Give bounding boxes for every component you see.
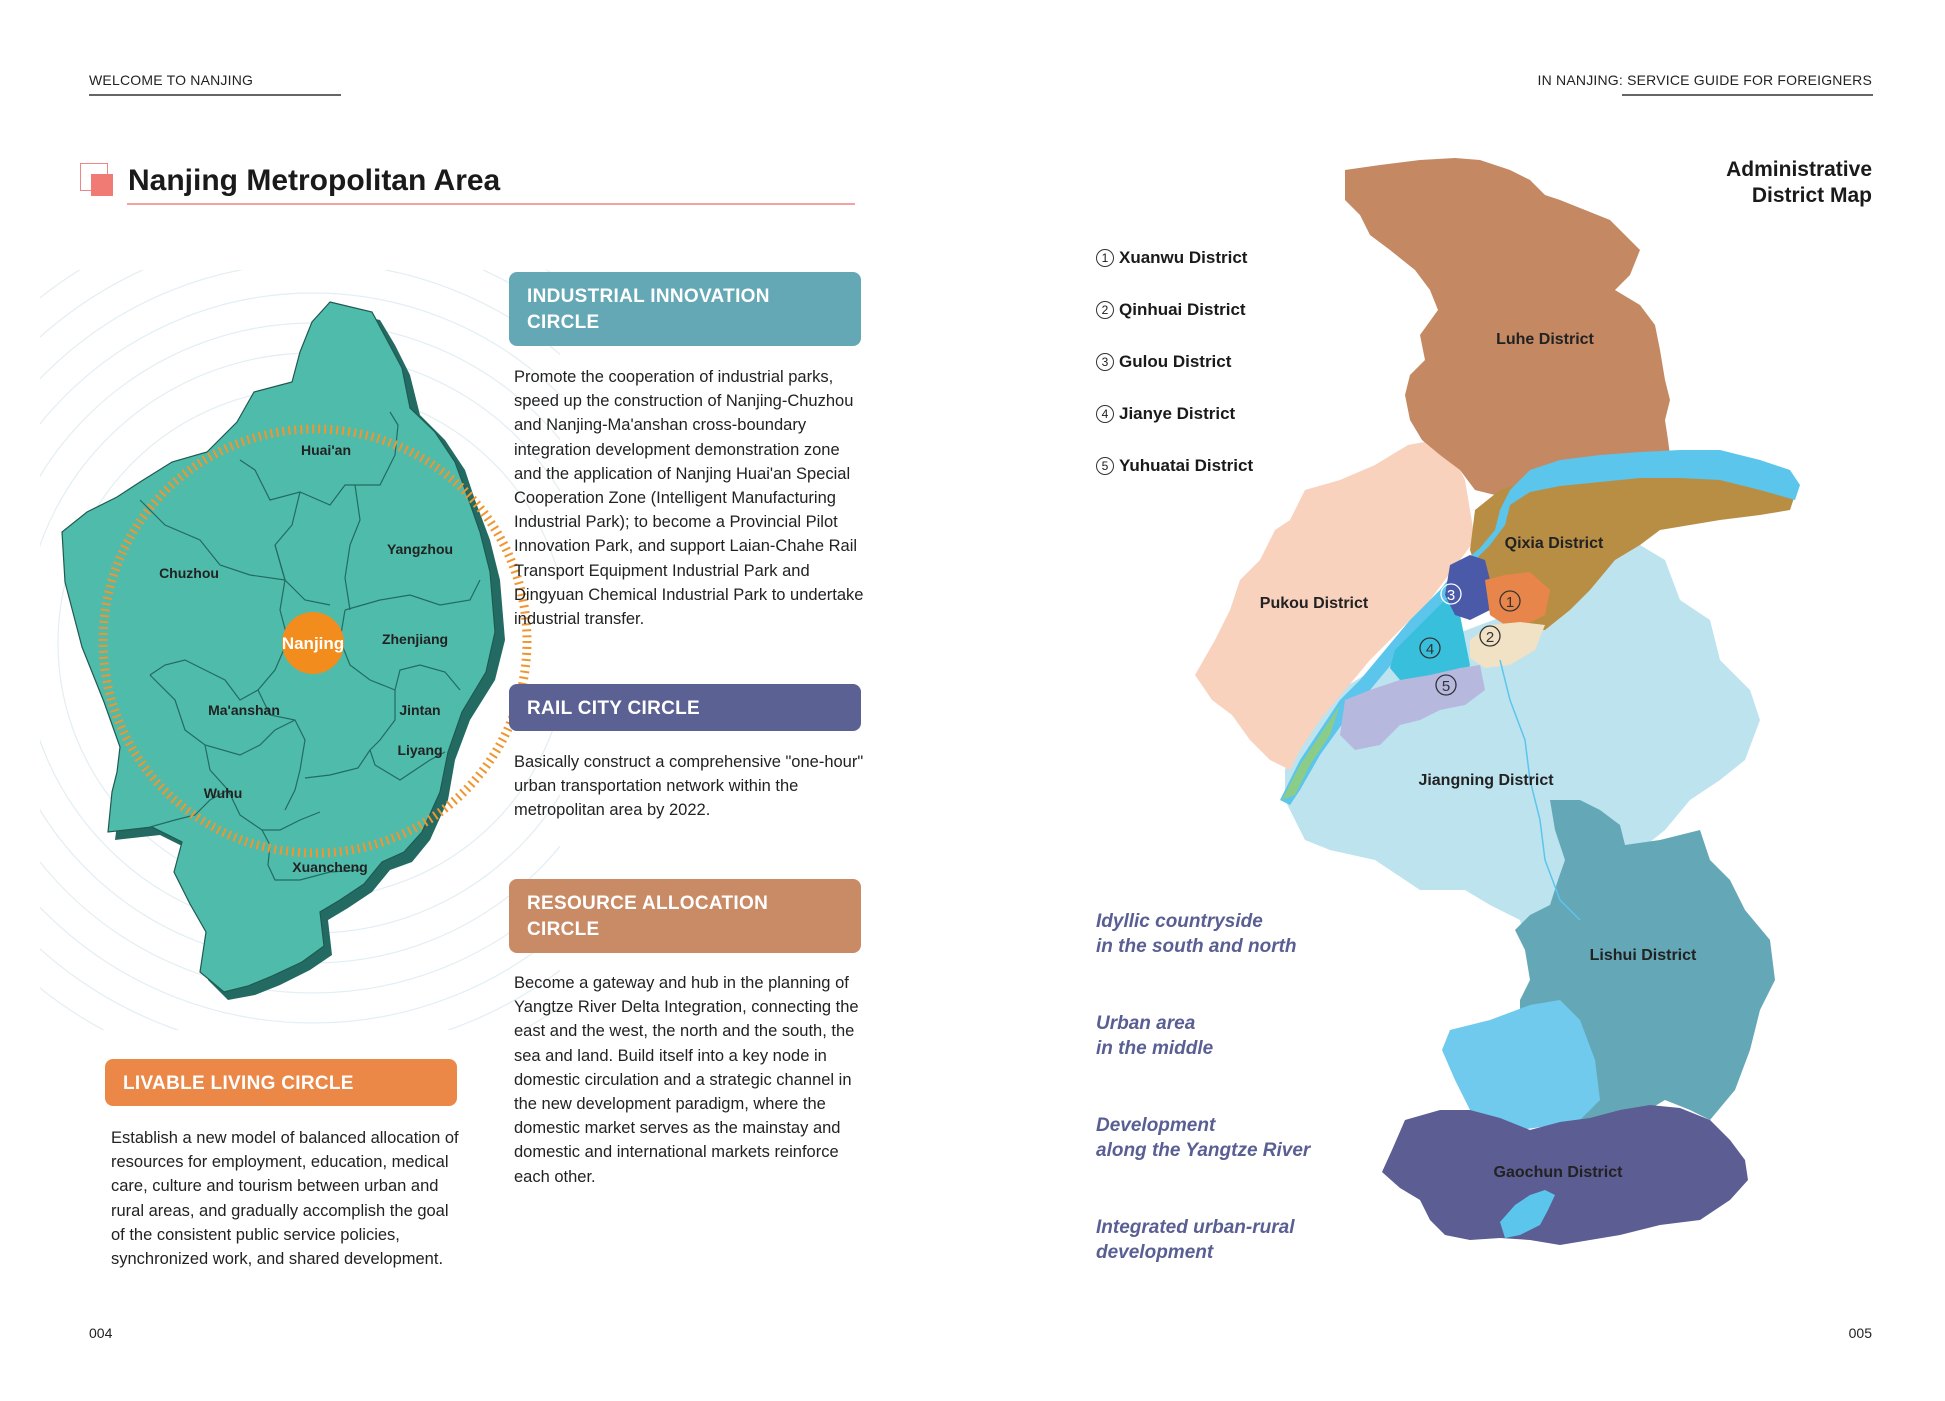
resource-circle-pill bbox=[509, 879, 861, 953]
district-map-title-line2: District Map bbox=[1751, 184, 1872, 207]
livable-circle-text: Establish a new model of balanced allocation of resources for employment, education, medical care, culture and tourism between urban and rural areas, and gradually accomplish the goal of the consistent public service policies, synchronized work, and shared development. bbox=[111, 1129, 459, 1269]
metro-region bbox=[62, 302, 495, 992]
district-label-jiangning: Jiangning District bbox=[1418, 772, 1554, 789]
theme-3 bbox=[1096, 1113, 1310, 1163]
header-right-rule bbox=[1622, 94, 1873, 96]
theme-1 bbox=[1096, 909, 1297, 959]
city-label-xuancheng: Xuancheng bbox=[292, 859, 368, 875]
legend-num: 4 bbox=[1096, 405, 1114, 423]
district-map-title-line1: Administrative bbox=[1726, 158, 1872, 181]
district-label-lishui: Lishui District bbox=[1589, 947, 1697, 964]
page-number-right: 005 bbox=[1848, 1325, 1872, 1341]
header-left: WELCOME TO NANJING bbox=[89, 72, 254, 88]
theme-2-line1: Urban area bbox=[1096, 1013, 1196, 1034]
resource-circle-title: RESOURCE ALLOCATION CIRCLE bbox=[527, 893, 769, 940]
title-rule bbox=[127, 203, 855, 205]
theme-2-line2: in the middle bbox=[1096, 1038, 1214, 1059]
legend-label: Yuhuatai District bbox=[1119, 456, 1254, 475]
livable-circle-title: LIVABLE LIVING CIRCLE bbox=[123, 1073, 354, 1094]
district-label-qixia: Qixia District bbox=[1504, 535, 1604, 552]
legend-label: Jianye District bbox=[1119, 404, 1236, 423]
legend-label: Qinhuai District bbox=[1119, 300, 1246, 319]
city-label-wuhu: Wuhu bbox=[203, 785, 243, 801]
legend-num: 3 bbox=[1096, 353, 1114, 371]
marker-3-label: 3 bbox=[1446, 587, 1456, 604]
header-left-rule bbox=[89, 94, 341, 96]
city-label-maanshan: Ma'anshan bbox=[208, 702, 280, 718]
rail-circle-text: Basically construct a comprehensive "one-hour" urban transportation network within the metropolitan area by 2022. bbox=[514, 753, 864, 820]
theme-4-line1: Integrated urban-rural bbox=[1096, 1217, 1295, 1238]
page-number-left: 004 bbox=[89, 1325, 113, 1341]
industrial-circle-text: Promote the cooperation of industrial parks, speed up the construction of Nanjing-Chuzhou and Nanjing-Ma'anshan cross-boundary integration development demonstration zone and the application of Nanjing Huai'an Special Cooperation Zone (Intelligent Manufacturing Industrial Park); to become a Provincial Pilot Innovation Park, and support Laian-Chahe Rail Transport Equipment Industrial Park and Dingyuan Chemical Industrial Park to undertake industrial transfer. bbox=[514, 368, 864, 629]
header-right: IN NANJING: SERVICE GUIDE FOR FOREIGNERS bbox=[1537, 72, 1872, 88]
rail-circle-pill bbox=[509, 684, 861, 731]
city-label-zhenjiang: Zhenjiang bbox=[381, 631, 449, 647]
marker-2-label: 2 bbox=[1485, 629, 1495, 646]
theme-3-line2: along the Yangtze River bbox=[1096, 1140, 1311, 1161]
marker-4-label: 4 bbox=[1425, 641, 1435, 658]
legend-label: Gulou District bbox=[1119, 352, 1232, 371]
legend-num: 1 bbox=[1096, 249, 1114, 267]
livable-circle-pill bbox=[105, 1059, 457, 1106]
marker-5-label: 5 bbox=[1441, 678, 1451, 695]
city-label-jintan: Jintan bbox=[399, 702, 441, 718]
district-label-luhe: Luhe District bbox=[1496, 331, 1594, 348]
metro-map bbox=[40, 270, 560, 1030]
resource-circle-text: Become a gateway and hub in the planning of Yangtze River Delta Integration, connecting the east and the west, the north and the south, the sea and land. Build itself into a key node in domestic circulation and a strategic channel in the new development paradigm, where the domestic market serves as the mainstay and domestic and international markets reinforce each other. bbox=[514, 974, 859, 1186]
theme-2 bbox=[1096, 1011, 1213, 1061]
theme-3-line1: Development bbox=[1096, 1115, 1216, 1136]
legend-label: Xuanwu District bbox=[1119, 248, 1248, 267]
theme-4 bbox=[1096, 1215, 1294, 1265]
district-map bbox=[1170, 150, 1810, 1260]
title-mark-fill bbox=[91, 174, 113, 196]
city-label-liyang: Liyang bbox=[397, 742, 443, 758]
legend-num: 2 bbox=[1096, 301, 1114, 319]
industrial-circle-title: INDUSTRIAL INNOVATION CIRCLE bbox=[527, 286, 770, 333]
rail-circle-title: RAIL CITY CIRCLE bbox=[527, 698, 700, 719]
industrial-circle-pill bbox=[509, 272, 861, 346]
district-luhe bbox=[1345, 158, 1670, 495]
legend-num: 5 bbox=[1096, 457, 1114, 475]
city-label-chuzhou: Chuzhou bbox=[159, 565, 219, 581]
marker-1-label: 1 bbox=[1505, 594, 1515, 611]
district-label-gaochun: Gaochun District bbox=[1493, 1164, 1623, 1181]
section-title: Nanjing Metropolitan Area bbox=[128, 164, 501, 197]
city-label-huaian: Huai'an bbox=[300, 442, 352, 458]
theme-4-line2: development bbox=[1096, 1242, 1214, 1263]
district-label-pukou: Pukou District bbox=[1259, 595, 1369, 612]
nanjing-label: Nanjing bbox=[281, 634, 345, 653]
theme-1-line1: Idyllic countryside bbox=[1096, 911, 1263, 932]
theme-1-line2: in the south and north bbox=[1096, 936, 1297, 957]
city-label-yangzhou: Yangzhou bbox=[386, 541, 454, 557]
